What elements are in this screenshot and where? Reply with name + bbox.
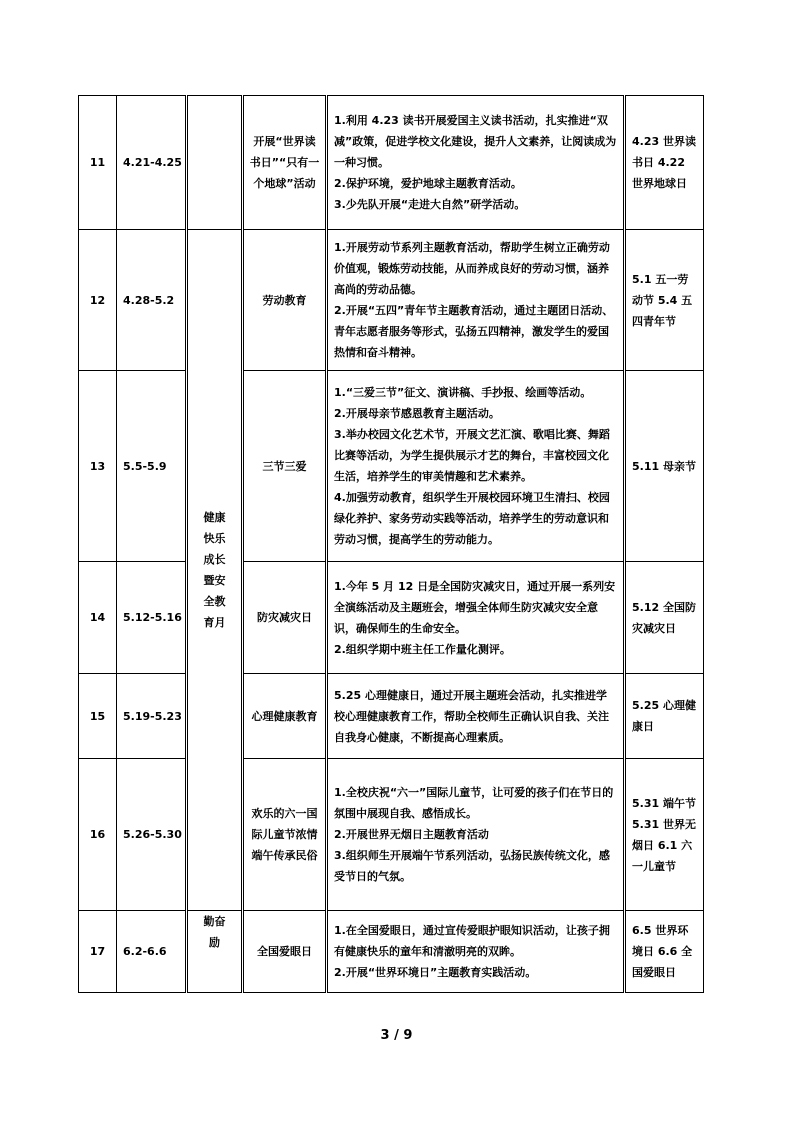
row-content: 1.全校庆祝“六一”国际儿童节，让可爱的孩子们在节日的氛围中展现自我、感悟成长。 2.开展世界无烟日主题教育活动 3.组织师生开展端午节系列活动，弘扬民族传统文化，感受节日的气氛。 [327,759,625,911]
row-date: 5.5-5.9 [117,371,187,562]
row-content: 1.利用 4.23 读书开展爱国主义读书活动，扎实推进“双减”政策，促进学校文化建设，提升人文素养，让阅读成为一种习惯。 2.保护环境，爱护地球主题教育活动。 3.少先队开展“走进大自然”研学活动。 [327,96,625,230]
row-number: 15 [79,674,117,759]
row-content: 1.今年 5 月 12 日是全国防灾减灾日，通过开展一系列安全演练活动及主题班会，增强全体师生防灾减灾安全意识，确保师生的生命安全。 2.组织学期中班主任工作量化测评。 [327,562,625,674]
table-row [79,96,704,230]
row-content: 1.“三爱三节”征文、演讲稿、手抄报、绘画等活动。 2.开展母亲节感恩教育主题活动。 3.举办校园文化艺术节，开展文艺汇演、歌唱比赛、舞蹈比赛等活动，为学生提供展示才艺的舞台，丰富校园文化生活，培养学生的审美情趣和艺术素养。 4.加强劳动教育，组织学生开展校园环境卫生清扫、校园绿化养护、家务劳动实践等活动，培养学生的劳动意识和劳动习惯，提高学生的劳动能力。 [327,371,625,562]
row-note: 5.1 五一劳动节 5.4 五四青年节 [625,230,704,371]
row-date: 5.12-5.16 [117,562,187,674]
table-row [79,371,704,562]
activity-schedule-table [78,95,704,993]
row-date: 5.19-5.23 [117,674,187,759]
row-theme: 开展“世界读书日”“只有一个地球”活动 [243,96,327,230]
row-note: 6.5 世界环境日 6.6 全国爱眼日 [625,911,704,993]
row-number: 17 [79,911,117,993]
table-row [79,230,704,371]
month-theme-may: 健康快乐成长暨安全教育月 [187,230,243,911]
page-number: 3 / 9 [380,1028,413,1043]
row-date: 4.21-4.25 [117,96,187,230]
row-number: 11 [79,96,117,230]
row-date: 6.2-6.6 [117,911,187,993]
table-row [79,674,704,759]
row-number: 13 [79,371,117,562]
row-number: 16 [79,759,117,911]
row-theme: 欢乐的六一国际儿童节浓情端午传承民俗 [243,759,327,911]
month-cell [187,96,243,230]
table-row [79,911,704,993]
table-row [79,759,704,911]
row-note: 5.12 全国防灾减灾日 [625,562,704,674]
row-note: 5.31 端午节 5.31 世界无烟日 6.1 六一儿童节 [625,759,704,911]
row-date: 4.28-5.2 [117,230,187,371]
row-note: 5.25 心理健康日 [625,674,704,759]
row-theme: 防灾减灾日 [243,562,327,674]
row-number: 14 [79,562,117,674]
row-note: 4.23 世界读书日 4.22 世界地球日 [625,96,704,230]
row-theme: 全国爱眼日 [243,911,327,993]
table-row [79,562,704,674]
row-note: 5.11 母亲节 [625,371,704,562]
month-theme-june: 勤奋励 [187,911,243,993]
row-number: 12 [79,230,117,371]
row-date: 5.26-5.30 [117,759,187,911]
row-content: 1.开展劳动节系列主题教育活动，帮助学生树立正确劳动价值观，锻炼劳动技能，从而养成良好的劳动习惯，涵养高尚的劳动品德。 2.开展“五四”青年节主题教育活动，通过主题团日活动、青年志愿者服务等形式，弘扬五四精神，激发学生的爱国热情和奋斗精神。 [327,230,625,371]
row-theme: 劳动教育 [243,230,327,371]
row-theme: 心理健康教育 [243,674,327,759]
row-theme: 三节三爱 [243,371,327,562]
row-content: 1.在全国爱眼日，通过宣传爱眼护眼知识活动，让孩子拥有健康快乐的童年和清澈明亮的双眸。 2.开展“世界环境日”主题教育实践活动。 [327,911,625,993]
row-content: 5.25 心理健康日，通过开展主题班会活动，扎实推进学校心理健康教育工作，帮助全校师生正确认识自我、关注自我身心健康，不断提高心理素质。 [327,674,625,759]
